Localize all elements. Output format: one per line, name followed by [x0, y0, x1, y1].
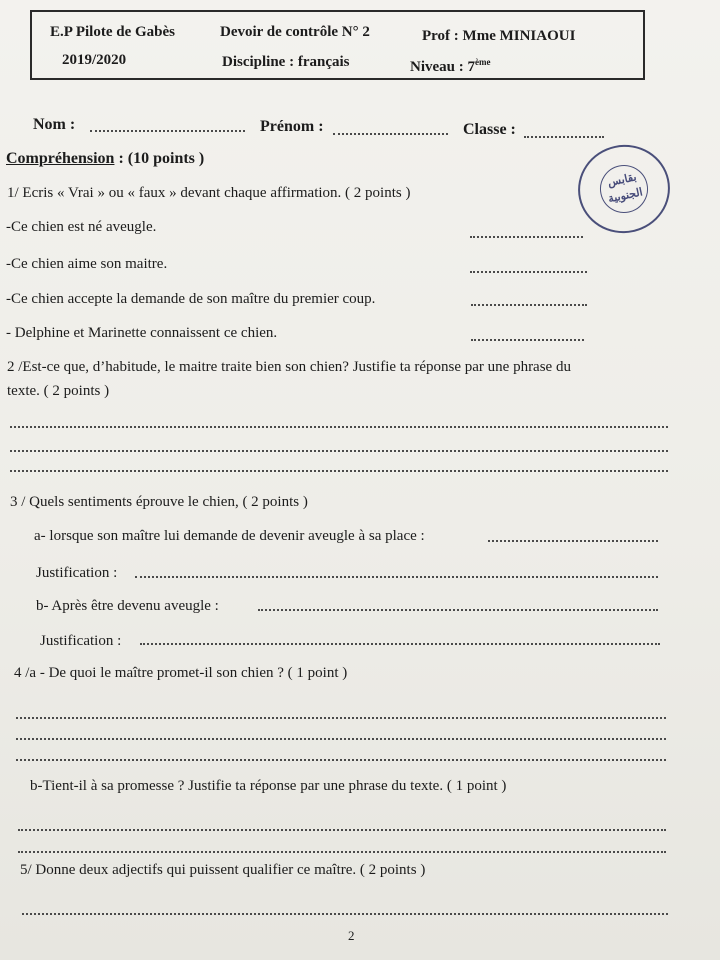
q1-answer-3[interactable]: [471, 304, 587, 306]
level: Niveau : 7ème: [410, 57, 491, 75]
section-title: Compréhension : (10 points ): [6, 150, 205, 167]
q1-item-3: -Ce chien accepte la demande de son maître du premier coup.: [6, 291, 376, 307]
q1-prompt: 1/ Ecris « Vrai » ou « faux » devant chaque affirmation. ( 2 points ): [7, 185, 411, 201]
classe-field[interactable]: [524, 136, 604, 138]
classe-label: Classe :: [463, 121, 516, 138]
q2-answer-3[interactable]: [10, 470, 668, 472]
q1-item-4: - Delphine et Marinette connaissent ce chien.: [6, 325, 278, 341]
q4-b-prompt: b-Tient-il à sa promesse ? Justifie ta réponse par une phrase du texte. ( 1 point ): [30, 778, 507, 794]
nom-label: Nom :: [33, 116, 76, 133]
q4-b-answer-1[interactable]: [18, 829, 666, 831]
q2-line-2: texte. ( 2 points ): [7, 383, 110, 399]
nom-field[interactable]: [90, 130, 245, 132]
q3-a-answer[interactable]: [488, 540, 658, 542]
school-year: 2019/2020: [62, 52, 127, 68]
school-name: E.P Pilote de Gabès: [50, 24, 175, 40]
q5-answer-1[interactable]: [22, 913, 668, 915]
school-stamp: [570, 136, 678, 241]
q1-item-1: -Ce chien est né aveugle.: [6, 219, 157, 235]
teacher: Prof : Mme MINIAOUI: [422, 28, 576, 44]
q5-prompt: 5/ Donne deux adjectifs qui puissent qualifier ce maître. ( 2 points ): [20, 862, 426, 878]
q1-answer-1[interactable]: [470, 236, 583, 238]
page-number: 2: [348, 928, 355, 943]
q1-answer-2[interactable]: [470, 271, 587, 273]
q4-a-answer-2[interactable]: [16, 738, 666, 740]
q3-a-prompt: a- lorsque son maître lui demande de devenir aveugle à sa place :: [34, 528, 425, 544]
q4-a-answer-3[interactable]: [16, 759, 666, 761]
q4-a-prompt: 4 /a - De quoi le maître promet-il son chien ? ( 1 point ): [14, 665, 348, 681]
exam-title: Devoir de contrôle N° 2: [220, 24, 370, 40]
q4-b-answer-2[interactable]: [18, 851, 666, 853]
q1-answer-4[interactable]: [471, 339, 584, 341]
q2-answer-1[interactable]: [10, 426, 668, 428]
q3-a-justification[interactable]: [135, 576, 658, 578]
prenom-field[interactable]: [333, 133, 448, 135]
q3-b-prompt: b- Après être devenu aveugle :: [36, 598, 219, 614]
stamp-center: بقابس الجنوبية: [596, 161, 653, 218]
q3-prompt: 3 / Quels sentiments éprouve le chien, ( 2 points ): [10, 494, 308, 510]
q3-b-answer[interactable]: [258, 609, 658, 611]
q4-a-answer-1[interactable]: [16, 717, 666, 719]
q2-answer-2[interactable]: [10, 450, 668, 452]
discipline: Discipline : français: [222, 54, 350, 70]
q2-line-1: 2 /Est-ce que, d’habitude, le maitre traite bien son chien? Justifie ta réponse par une phrase du: [7, 359, 571, 375]
q3-b-justification-label: Justification :: [40, 633, 122, 649]
q3-a-justification-label: Justification :: [36, 565, 118, 581]
q3-b-justification[interactable]: [140, 643, 660, 645]
prenom-label: Prénom :: [260, 118, 324, 135]
q1-item-2: -Ce chien aime son maitre.: [6, 256, 168, 272]
header-box: [30, 10, 645, 80]
